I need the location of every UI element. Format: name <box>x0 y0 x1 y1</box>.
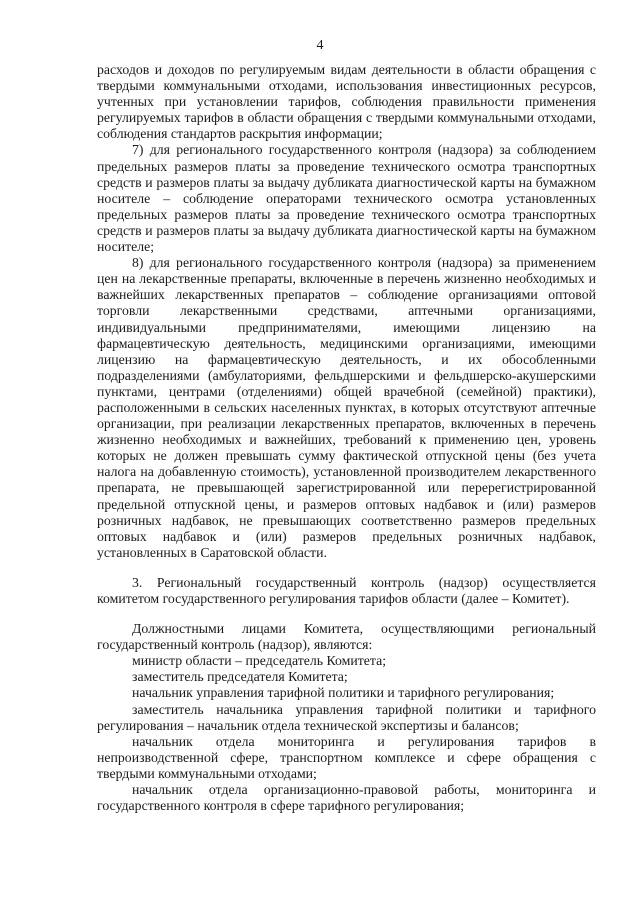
paragraph-item-8: 8) для регионального государственного контроля (надзора) за применением цен на лекарственные препараты, включенные в перечень жизненно необходимых и важнейших лекарственных препаратов – соблюдение организациями оптовой торговли лекарственными средствами, аптечными организациями, индивидуальными предпринимателями, имеющими лицензию на фармацевтическую деятельность, медицинскими организациями, имеющими лицензию на фармацевтическую деятельность, и их обособленными подразделениями (амбулаториями, фельдшерскими и фельдшерско-акушерскими пунктами, центрами (отделениями) общей врачебной (семейной) практики), расположенными в сельских населенных пунктах, в которых отсутствуют аптечные организации, при реализации лекарственных препаратов, включенных в перечень жизненно необходимых и важнейших, требований к применению цен, уровень которых не должен превышать сумму фактической отпускной цены (без учета налога на добавленную стоимость), установленной производителем лекарственного препарата, не превышающей зарегистрированной или перерегистрированной предельной отпускной цены, и размеров оптовых надбавок и (или) размеров розничных надбавок, не превышающих соответственно размеров предельных оптовых надбавок и (или) размеров предельных розничных надбавок, установленных в Саратовской области. <box>97 255 596 560</box>
paragraph-official-head-monitoring: начальник отдела мониторинга и регулирования тарифов в непроизводственной сфере, транспортном комплексе и сфере обращения с твердыми коммунальными отходами; <box>97 733 596 781</box>
document-body <box>97 62 596 814</box>
paragraph-official-deputy-chairman: заместитель председателя Комитета; <box>132 669 348 685</box>
paragraph-official-deputy-head: заместитель начальника управления тарифной политики и тарифного регулирования – начальник отдела технической экспертизы и балансов; <box>97 701 596 733</box>
paragraph-item-7: 7) для регионального государственного контроля (надзора) за соблюдением предельных размеров платы за проведение технического осмотра транспортных средств и размеров платы за выдачу дубликата диагностической карты на бумажном носителе – соблюдение операторами технического осмотра установленных предельных размеров платы за проведение технического осмотра транспортных средств и размеров платы за выдачу дубликата диагностической карты на бумажном носителе; <box>97 142 596 255</box>
paragraph-official-minister: министр области – председатель Комитета; <box>132 653 387 669</box>
paragraph-continuation: расходов и доходов по регулируемым видам деятельности в области обращения с твердыми коммунальными отходами, использования инвестиционных ресурсов, учтенных при установлении тарифов, соблюдения правильности применения регулируемых тарифов в области обращения с твердыми коммунальными отходами, соблюдения стандартов раскрытия информации; <box>97 62 596 142</box>
paragraph-official-head-legal: начальник отдела организационно-правовой работы, мониторинга и государственного контроля в сфере тарифного регулирования; <box>97 782 596 814</box>
paragraph-officials-intro: Должностными лицами Комитета, осуществляющими региональный государственный контроль (надзор), являются: <box>97 621 596 653</box>
paragraph-official-head-tariff-policy: начальник управления тарифной политики и тарифного регулирования; <box>132 685 555 701</box>
page-number: 4 <box>316 38 324 53</box>
paragraph-section-3: 3. Региональный государственный контроль (надзор) осуществляется комитетом государственного регулирования тарифов области (далее – Комитет). <box>97 574 596 606</box>
